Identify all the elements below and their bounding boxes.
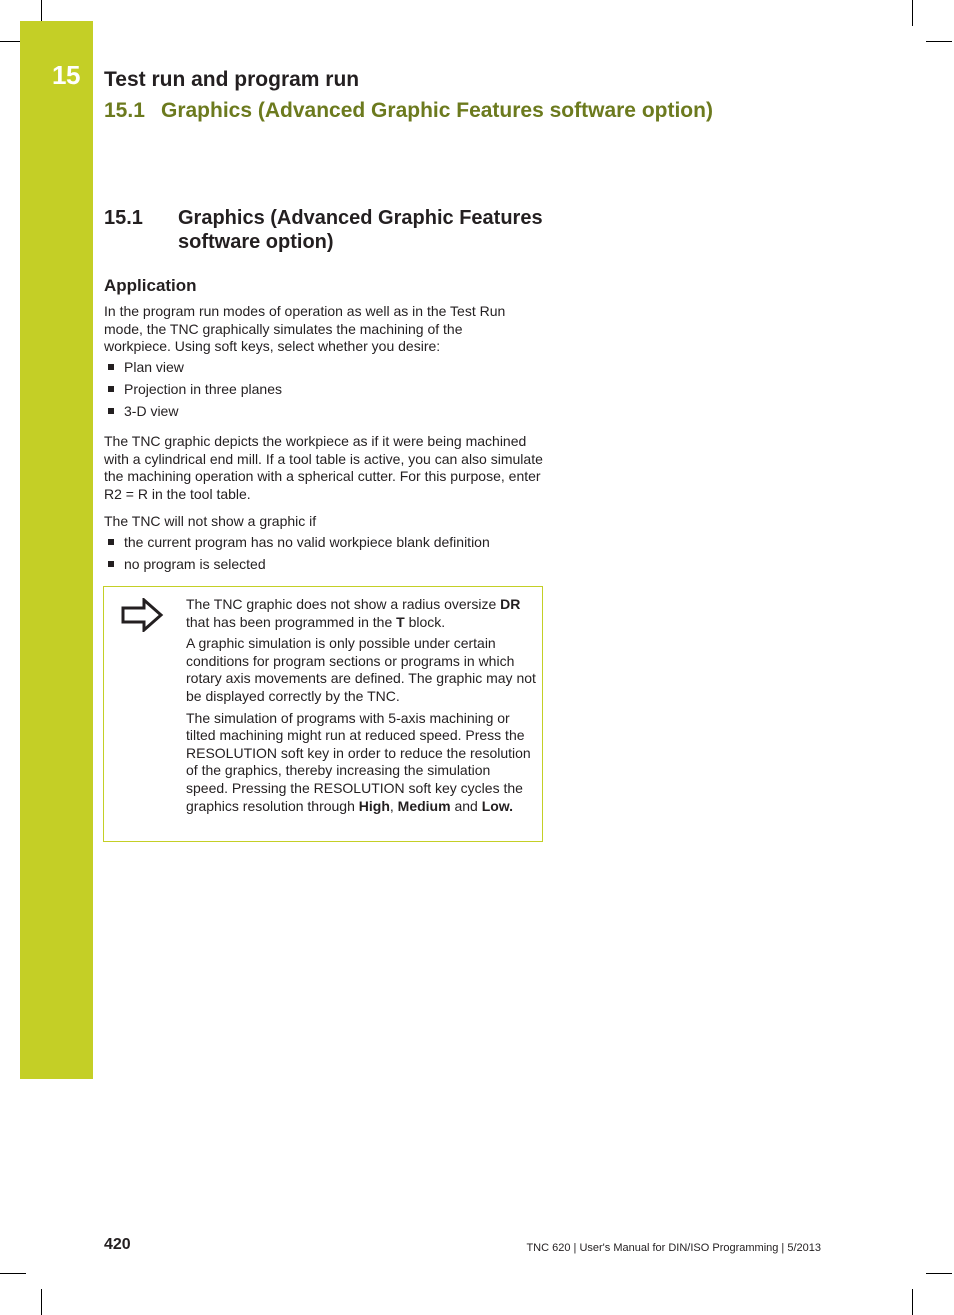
crop-mark [926, 41, 952, 42]
bullet-square-icon [108, 561, 114, 567]
crop-mark [926, 1273, 952, 1274]
depiction-paragraph: The TNC graphic depicts the workpiece as if it were being machined with a cylindrical end mill. If a tool table is active, you can also simulate the machining operation with a spherical cutter. For this purpose, enter R2 = R in the tool table. [104, 433, 543, 502]
list-item: Projection in three planes [104, 381, 282, 403]
crop-mark [912, 0, 913, 26]
note-paragraph-2: A graphic simulation is only possible under certain conditions for program sections or programs in which rotary axis movements are defined. The graphic may not be displayed correctly by the TNC. [186, 635, 536, 704]
application-heading: Application [104, 276, 197, 295]
arrow-right-icon [120, 598, 164, 637]
footer-text: TNC 620 | User's Manual for DIN/ISO Programming | 5/2013 [526, 1242, 821, 1254]
no-graphic-list [104, 534, 490, 578]
application-intro: In the program run modes of operation as well as in the Test Run mode, the TNC graphically simulates the machining of the workpiece. Using soft keys, select whether you desire: [104, 303, 506, 355]
list-item: the current program has no valid workpiece blank definition [104, 534, 490, 556]
running-section-number: 15.1 [104, 99, 145, 122]
view-list [104, 359, 282, 425]
page-number: 420 [104, 1236, 131, 1253]
section-number: 15.1 [104, 207, 143, 229]
chapter-number: 15 [52, 60, 80, 90]
note-box [103, 586, 543, 842]
note-paragraph-3: The simulation of programs with 5-axis machining or tilted machining might run at reduced speed. Press the RESOLUTION soft key in order to reduce the resolution of the graphics, thereby increasing the simulation speed. Pressing the RESOLUTION soft key cycles the graphics resolution through High, Medium and Low. [186, 709, 531, 814]
list-item: Plan view [104, 359, 282, 381]
no-graphic-intro: The TNC will not show a graphic if [104, 513, 317, 529]
section-heading [104, 206, 558, 254]
note-paragraph-1: The TNC graphic does not show a radius oversize DR that has been programmed in the T block. [186, 596, 521, 630]
bullet-square-icon [108, 539, 114, 545]
bullet-square-icon [108, 364, 114, 370]
note-body [186, 596, 536, 819]
crop-mark [41, 1289, 42, 1315]
crop-mark [912, 1289, 913, 1315]
running-chapter-title: Test run and program run [104, 68, 360, 91]
list-item: no program is selected [104, 556, 490, 578]
section-title: Graphics (Advanced Graphic Features software option) [178, 207, 543, 253]
bullet-square-icon [108, 408, 114, 414]
running-section-text: Graphics (Advanced Graphic Features software option) [161, 99, 713, 122]
list-item: 3-D view [104, 403, 282, 425]
chapter-sidebar [20, 21, 93, 1079]
running-section-title [104, 99, 713, 123]
crop-mark [0, 1273, 26, 1274]
bullet-square-icon [108, 386, 114, 392]
